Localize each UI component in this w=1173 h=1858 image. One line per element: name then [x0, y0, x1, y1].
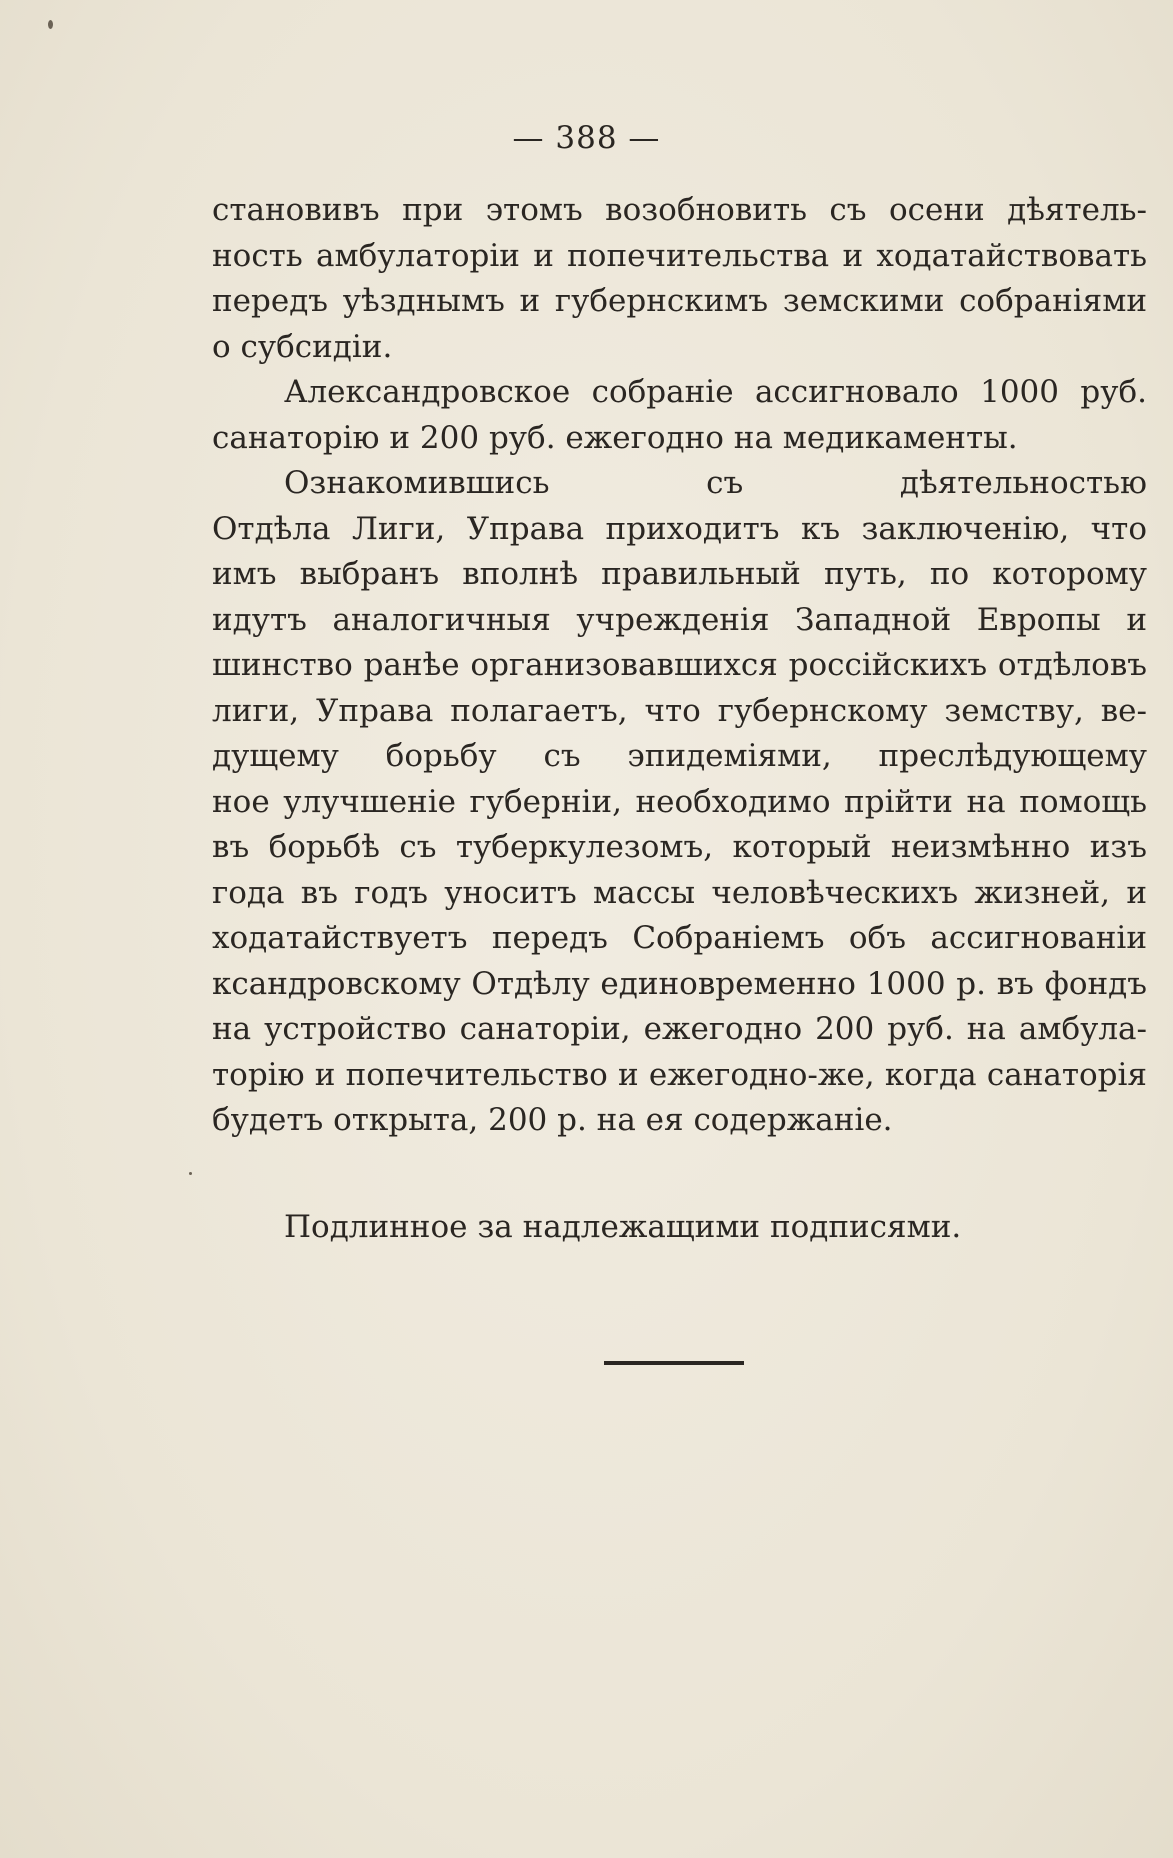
- paragraph: [212, 188, 1147, 370]
- text-line: Александровское собраніе ассигновало 1000 руб.: [284, 374, 1147, 410]
- text-line: торію и попечительство и ежегодно-же, когда санаторія: [212, 1056, 1147, 1093]
- text-line: идутъ аналогичныя учрежденія Западной Европы и: [212, 601, 1147, 638]
- text-line: имъ выбранъ вполнѣ правильный путь, по которому: [212, 556, 1147, 592]
- text-line: Отдѣла Лиги, Управа приходитъ къ заключенію, что: [212, 510, 1147, 547]
- text-line: Ознакомившись съ дѣятельностью: [284, 465, 1147, 501]
- text-line: будетъ открыта, 200 р. на ея содержаніе.: [212, 1102, 893, 1138]
- body-text: [212, 188, 1147, 1144]
- text-line: шинство ранѣе организовавшихся россійскихъ отдѣловъ: [212, 647, 1147, 683]
- text-line: становивъ при этомъ возобновить съ осени дѣятель-: [212, 192, 1147, 228]
- text-line: ксандровскому Отдѣлу единовременно 1000 р. въ фондъ: [212, 965, 1147, 1002]
- text-line: передъ уѣзднымъ и губернскимъ земскими собраніями: [212, 283, 1147, 319]
- margin-dot: [189, 1172, 192, 1175]
- text-line: лиги, Управа полагаетъ, что губернскому земству, ве-: [212, 692, 1147, 729]
- text-line: года въ годъ уноситъ массы человѣческихъ жизней, и: [212, 874, 1147, 911]
- signature-note: Подлинное за надлежащими подписями.: [284, 1209, 962, 1245]
- page-number: — 388 —: [512, 120, 661, 156]
- text-line: санаторію и 200 руб. ежегодно на медикаменты.: [212, 419, 1018, 456]
- ink-speck: [48, 20, 53, 29]
- text-line: дущему борьбу съ эпидеміями, преслѣдующему: [212, 738, 1147, 774]
- paragraph: [212, 370, 1147, 461]
- text-line: ное улучшеніе губерніи, необходимо прійти на помощь: [212, 783, 1147, 820]
- text-line: въ борьбѣ съ туберкулезомъ, который неизмѣнно изъ: [212, 829, 1147, 865]
- text-line: ходатайствуетъ передъ Собраніемъ объ ассигнованіи: [212, 920, 1147, 956]
- text-line: на устройство санаторіи, ежегодно 200 руб. на амбула-: [212, 1011, 1147, 1047]
- text-line: о субсидіи.: [212, 328, 393, 365]
- text-line: ность амбулаторіи и попечительства и ходатайствовать: [212, 237, 1147, 274]
- closing-rule: [604, 1361, 744, 1365]
- paragraph: [212, 461, 1147, 1144]
